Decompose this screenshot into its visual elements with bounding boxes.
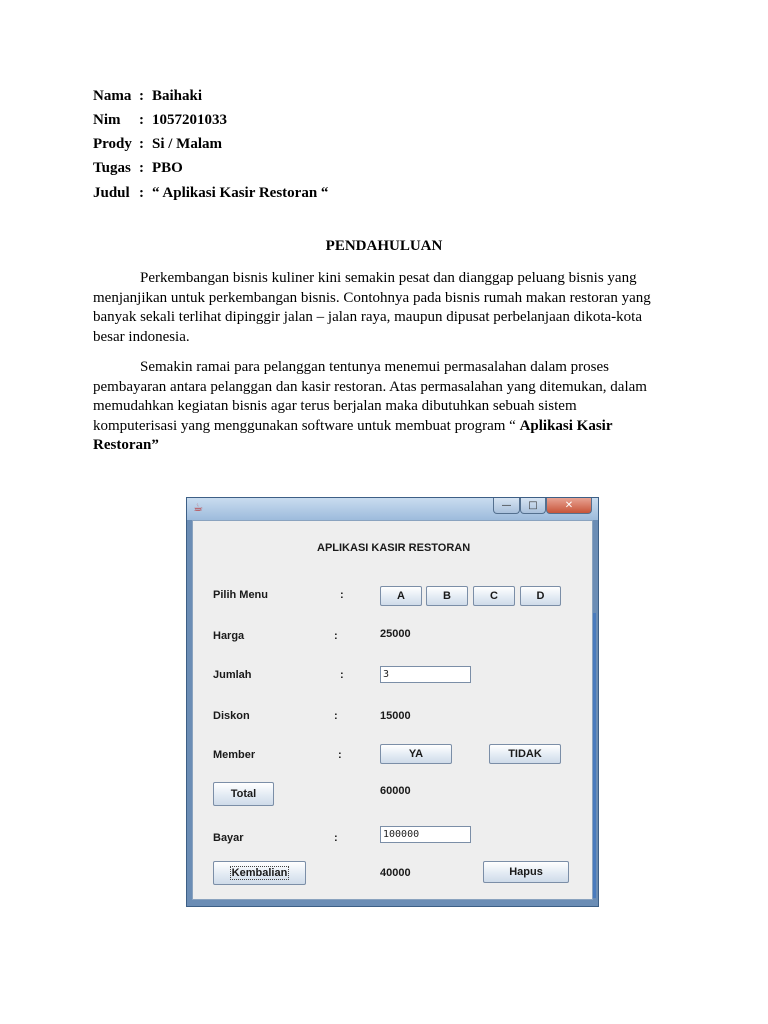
menu-button-d[interactable]: D: [520, 586, 561, 606]
window-titlebar[interactable]: [187, 498, 598, 520]
paragraph-line: banyak sekali terlihat dipinggir jalan – jalan raya, maupun dipusat perbelanjaan dikota-kota: [93, 309, 642, 325]
member-colon: :: [338, 749, 342, 761]
menu-button-c[interactable]: C: [473, 586, 515, 606]
close-button[interactable]: ✕: [546, 498, 592, 514]
jumlah-input[interactable]: 3: [380, 666, 471, 683]
harga-value: 25000: [380, 628, 411, 640]
member-tidak-button[interactable]: TIDAK: [489, 744, 561, 764]
app-title: APLIKASI KASIR RESTORAN: [317, 542, 471, 554]
bayar-input[interactable]: 100000: [380, 826, 471, 843]
bayar-colon: :: [334, 832, 338, 844]
jumlah-label: Jumlah: [213, 669, 252, 681]
info-label: Prody: [93, 136, 132, 152]
paragraph-line: memudahkan kegiatan bisnis agar terus berjalan maka dibutuhkan sebuah sistem: [93, 398, 577, 414]
menu-button-b[interactable]: B: [426, 586, 468, 606]
info-colon: :: [139, 136, 144, 152]
info-value: PBO: [152, 160, 183, 176]
diskon-label: Diskon: [213, 710, 250, 722]
member-ya-button[interactable]: YA: [380, 744, 452, 764]
info-value: Si / Malam: [152, 136, 222, 152]
info-label: Judul: [93, 185, 130, 201]
info-label: Nim: [93, 112, 121, 128]
diskon-colon: :: [334, 710, 338, 722]
info-colon: :: [139, 160, 144, 176]
info-colon: :: [139, 112, 144, 128]
info-colon: :: [139, 185, 144, 201]
harga-label: Harga: [213, 630, 245, 642]
kembalian-button[interactable]: [213, 861, 306, 885]
section-title: PENDAHULUAN: [325, 238, 443, 254]
total-value: 60000: [380, 785, 411, 797]
info-label: Nama: [93, 88, 132, 104]
jumlah-colon: :: [340, 669, 344, 681]
paragraph-text: komputerisasi yang menggunakan software untuk membuat program “: [93, 417, 520, 434]
app-content: [192, 520, 593, 900]
kembalian-value: 40000: [380, 867, 411, 879]
pilih-menu-label: Pilih Menu: [213, 589, 268, 601]
diskon-value: 15000: [380, 710, 411, 722]
bayar-label: Bayar: [213, 832, 244, 844]
info-value: Baihaki: [152, 88, 203, 104]
paragraph-bold-text: Aplikasi Kasir: [519, 417, 613, 434]
paragraph-line: pembayaran antara pelanggan dan kasir restoran. Atas permasalahan yang ditemukan, dalam: [93, 378, 647, 395]
paragraph-line: Perkembangan bisnis kuliner kini semakin pesat dan dianggap peluang bisnis yang: [140, 270, 637, 286]
paragraph-2: [93, 358, 673, 456]
minimize-button[interactable]: —: [493, 498, 520, 514]
info-label: Tugas: [93, 160, 131, 176]
info-colon: :: [139, 88, 144, 104]
maximize-button[interactable]: □: [520, 498, 546, 514]
info-value: 1057201033: [152, 112, 227, 128]
java-cup-icon: ☕: [193, 501, 203, 514]
paragraph-line: Semakin ramai para pelanggan tentunya menemui permasalahan dalam proses: [140, 359, 609, 375]
paragraph-line: [93, 436, 673, 456]
info-value: “ Aplikasi Kasir Restoran “: [152, 185, 329, 201]
paragraph-bold-text: Restoran”: [93, 437, 159, 453]
harga-colon: :: [334, 630, 338, 642]
kembalian-button-label: Kembalian: [231, 867, 288, 879]
paragraph-line: [93, 417, 673, 437]
total-button[interactable]: Total: [213, 782, 274, 806]
pilih-menu-colon: :: [340, 589, 344, 601]
app-window: [186, 497, 599, 907]
paragraph-line: besar indonesia.: [93, 328, 190, 345]
hapus-button[interactable]: Hapus: [483, 861, 569, 883]
menu-button-a[interactable]: A: [380, 586, 422, 606]
member-label: Member: [213, 749, 256, 761]
paragraph-1: [93, 269, 673, 347]
paragraph-line: menjanjikan untuk perkembangan bisnis. Contohnya pada bisnis rumah makan restoran yang: [93, 289, 651, 306]
